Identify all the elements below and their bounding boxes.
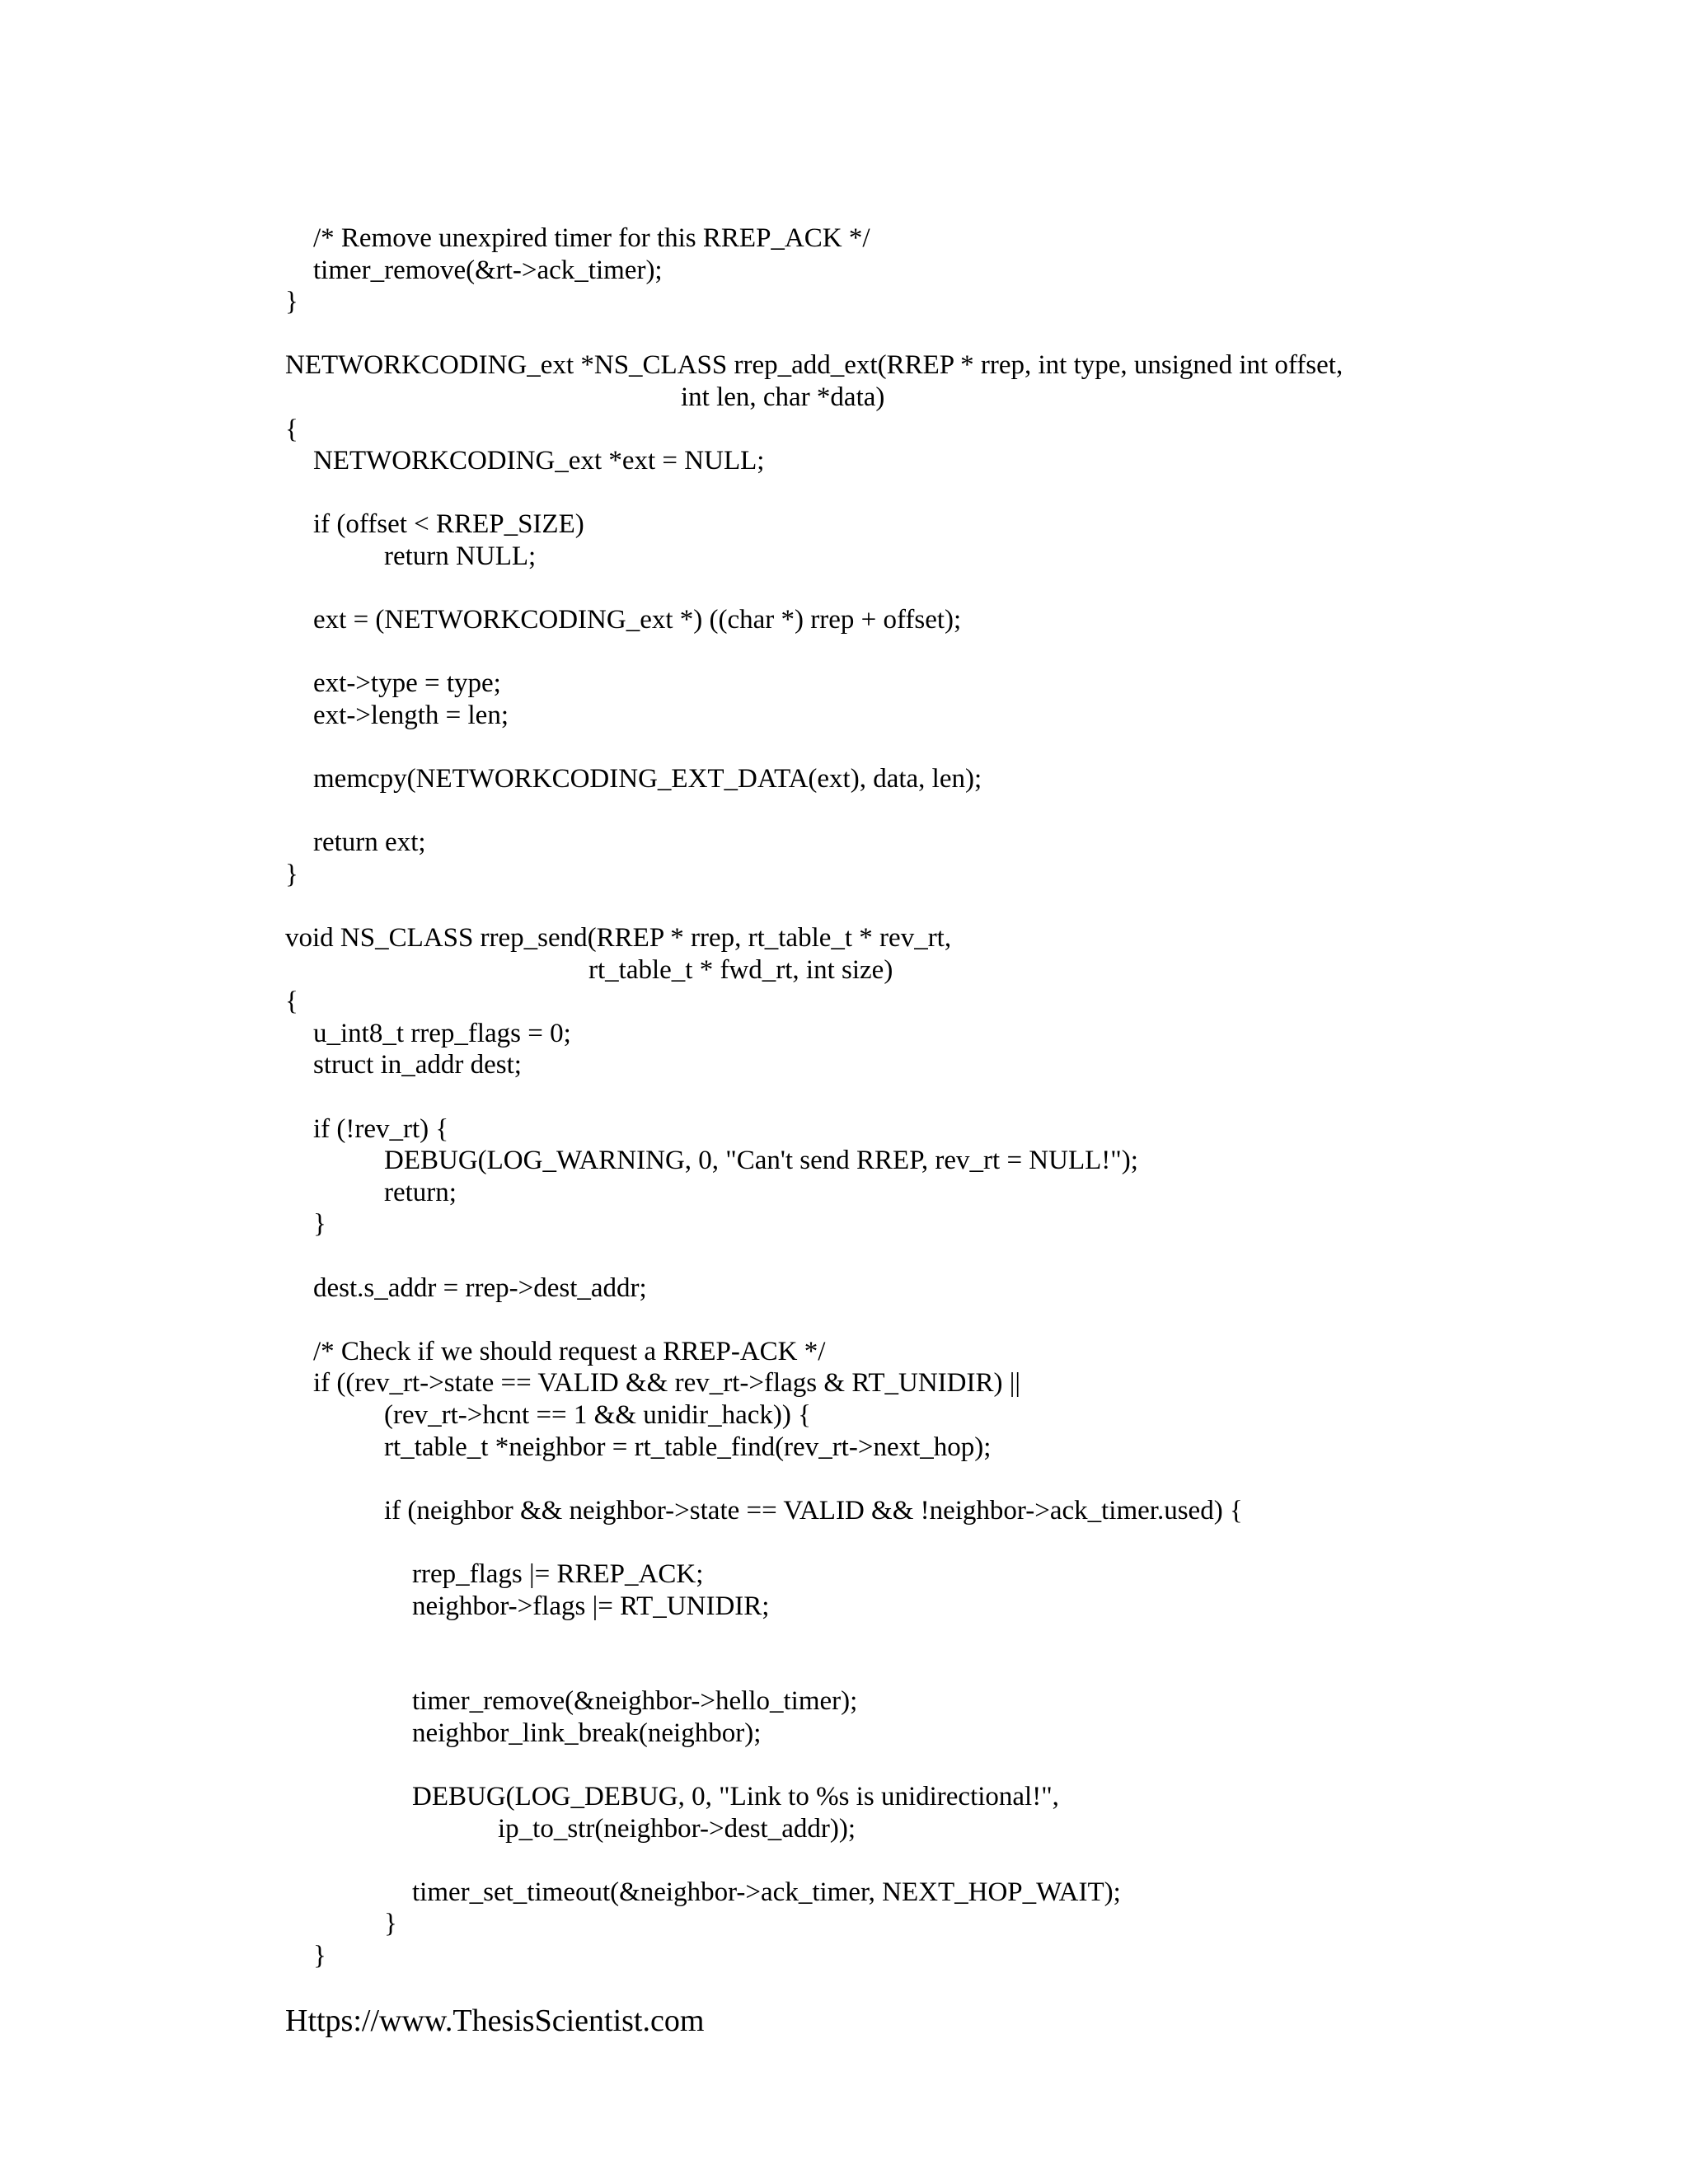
code-line: rrep_flags |= RREP_ACK; (412, 1558, 704, 1589)
code-line-blank (285, 1654, 1637, 1686)
code-line-blank (285, 795, 1637, 827)
code-line: ext->length = len; (313, 700, 509, 730)
code-line-blank (285, 1622, 1637, 1654)
code-line: ip_to_str(neighbor->dest_addr)); (498, 1813, 856, 1844)
code-line: void NS_CLASS rrep_send(RREP * rrep, rt_table_t * rev_rt, (285, 923, 952, 954)
code-line-blank (285, 318, 1637, 350)
code-line: ext->type = type; (313, 668, 501, 699)
code-line: timer_set_timeout(&neighbor->ack_timer, NEXT_HOP_WAIT); (412, 1877, 1121, 1907)
code-line: { (285, 414, 298, 444)
code-line: rt_table_t * fwd_rt, int size) (588, 954, 893, 985)
code-line: NETWORKCODING_ext *ext = NULL; (313, 446, 765, 476)
code-line-blank (285, 1304, 1637, 1336)
code-line: } (313, 1941, 326, 1971)
code-line: return; (384, 1177, 457, 1207)
code-line: dest.s_addr = rrep->dest_addr; (313, 1272, 647, 1303)
code-line: if (!rev_rt) { (313, 1113, 449, 1144)
code-line-blank (285, 477, 1637, 509)
code-line: if ((rev_rt->state == VALID && rev_rt->flags & RT_UNIDIR) || (313, 1368, 1020, 1399)
code-line: NETWORKCODING_ext *NS_CLASS rrep_add_ext(RREP * rrep, int type, unsigned int offset, (285, 350, 1343, 381)
code-line: timer_remove(&rt->ack_timer); (313, 255, 663, 285)
code-line-blank (285, 1526, 1637, 1558)
code-line: } (313, 1209, 326, 1240)
code-line-blank (285, 1240, 1637, 1272)
code-line: DEBUG(LOG_WARNING, 0, "Can't send RREP, rev_rt = NULL!"); (384, 1146, 1138, 1176)
code-line: if (neighbor && neighbor->state == VALID && !neighbor->ack_timer.used) { (384, 1495, 1243, 1526)
code-line-blank (285, 1081, 1637, 1113)
code-line-blank (285, 636, 1637, 668)
code-line-blank (285, 1844, 1637, 1877)
code-line-blank (285, 890, 1637, 922)
code-line: ext = (NETWORKCODING_ext *) ((char *) rrep + offset); (313, 605, 962, 635)
code-line: neighbor_link_break(neighbor); (412, 1718, 762, 1748)
code-listing (285, 223, 1637, 1972)
code-line-blank (285, 573, 1637, 605)
code-line: neighbor->flags |= RT_UNIDIR; (412, 1591, 770, 1621)
code-line: u_int8_t rrep_flags = 0; (313, 1018, 571, 1048)
code-line: timer_remove(&neighbor->hello_timer); (412, 1686, 858, 1717)
code-line: } (285, 859, 298, 889)
code-line-blank (285, 732, 1637, 764)
code-line: struct in_addr dest; (313, 1050, 522, 1080)
code-line: DEBUG(LOG_DEBUG, 0, "Link to %s is unidirectional!", (412, 1782, 1059, 1812)
code-line: /* Remove unexpired timer for this RREP_ACK */ (313, 223, 870, 253)
code-line: } (384, 1909, 397, 1939)
code-line: } (285, 287, 298, 317)
footer-url: Https://www.ThesisScientist.com (285, 2004, 705, 2038)
code-line-blank (285, 1750, 1637, 1782)
code-line: int len, char *data) (681, 382, 885, 412)
code-line-blank (285, 1463, 1637, 1495)
code-line: /* Check if we should request a RREP-ACK */ (313, 1336, 826, 1366)
code-line: if (offset < RREP_SIZE) (313, 509, 584, 540)
code-line: return NULL; (384, 541, 537, 571)
code-line: { (285, 987, 298, 1017)
code-line: return ext; (313, 827, 426, 858)
code-line: (rev_rt->hcnt == 1 && unidir_hack)) { (384, 1399, 811, 1430)
code-line: rt_table_t *neighbor = rt_table_find(rev_rt->next_hop); (384, 1432, 992, 1462)
code-line: memcpy(NETWORKCODING_EXT_DATA(ext), data, len); (313, 764, 982, 794)
